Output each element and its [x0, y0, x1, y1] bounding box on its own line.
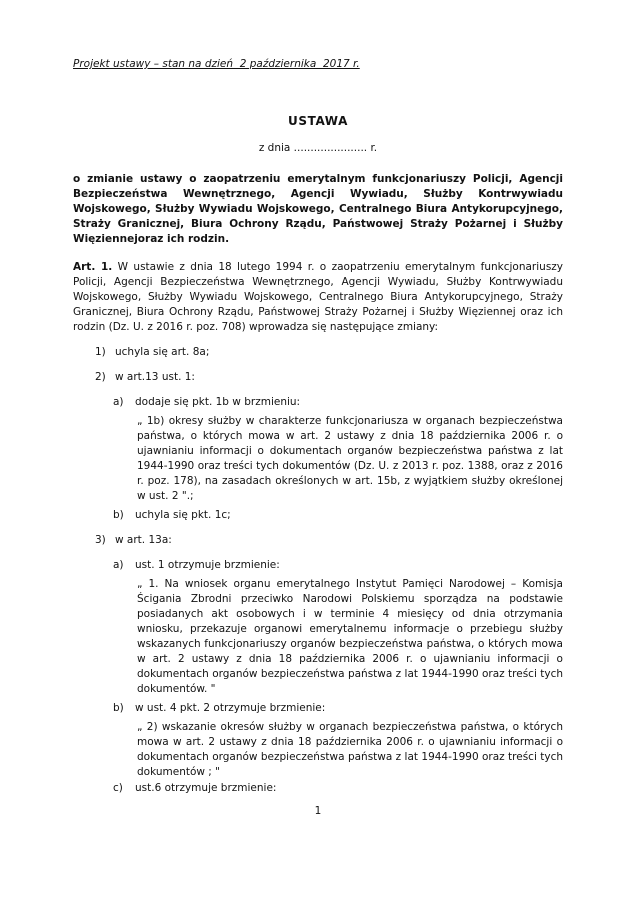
list-marker: b) — [113, 702, 124, 714]
list-item-3 — [73, 533, 563, 548]
list-item-2b — [73, 508, 563, 523]
list-item-1 — [73, 345, 563, 360]
list-marker: a) — [113, 396, 124, 408]
list-item-2a — [73, 395, 563, 410]
list-item-3c — [73, 781, 563, 796]
page-number: 1 — [314, 805, 322, 817]
list-text: w art.13 ust. 1: — [115, 371, 195, 383]
list-marker: a) — [113, 559, 124, 571]
list-text: ust.6 otrzymuje brzmienie: — [135, 782, 277, 794]
list-item-3a — [73, 558, 563, 573]
article-1-label: Art. 1. — [73, 261, 113, 273]
list-marker: 2) — [95, 371, 106, 383]
quoted-provision-1b: „ 1b) okresy służby w charakterze funkcjonariusza w organach bezpieczeństwa państwa, o których mowa w art. 2 ustawy z dnia 18 października 2006 r. o ujawnianiu informacji o dokumentach organów bezpieczeństwa państwa z lat 1944-1990 oraz treści tych dokumentów (Dz. U. z 2013 r. poz. 1388, oraz z 2016 r. poz. 178), na zasadach określonych w art. 15b, z wyjątkiem służby określonej w ust. 2 ".; — [137, 415, 563, 502]
list-text: uchyla się art. 8a; — [115, 346, 210, 358]
document-title: USTAWA — [288, 114, 348, 128]
list-text: ust. 1 otrzymuje brzmienie: — [135, 559, 280, 571]
list-marker: 3) — [95, 534, 106, 546]
draft-status-note: Projekt ustawy – stan na dzień 2 października 2017 r. — [73, 58, 360, 70]
quoted-provision-ust1: „ 1. Na wniosek organu emerytalnego Instytut Pamięci Narodowej – Komisja Ścigania Zbrodni przeciwko Narodowi Polskiemu sporządza na podstawie posiadanych akt osobowych i w terminie 4 miesięcy od dnia otrzymania wniosku, przekazuje organowi emerytalnemu informacje o przebiegu służby wskazanych funkcjonariuszy organów bezpieczeństwa państwa, o których mowa w art. 2 ustawy z dnia 18 października 2006 r. o ujawnianiu informacji o dokumentach organów bezpieczeństwa państwa z lat 1944-1990 oraz treści tych dokumentów. " — [137, 578, 563, 695]
list-text: dodaje się pkt. 1b w brzmieniu: — [135, 396, 301, 408]
date-placeholder-line: z dnia ...................... r. — [258, 142, 378, 154]
list-item-3b — [73, 701, 563, 716]
quoted-provision-pkt2: „ 2) wskazanie okresów służby w organach bezpieczeństwa państwa, o których mowa w art. 2 ustawy z dnia 18 października 2006 r. o ujawnianiu informacji o dokumentach organów bezpieczeństwa państwa z lat 1944-1990 oraz treści tych dokumentów ; " — [137, 721, 563, 778]
list-text: w art. 13a: — [115, 534, 172, 546]
document-content — [73, 57, 563, 796]
list-item-2 — [73, 370, 563, 385]
article-1-paragraph — [73, 260, 563, 335]
law-subject-paragraph: o zmianie ustawy o zaopatrzeniu emerytalnym funkcjonariuszy Policji, Agencji Bezpieczeństwa Wewnętrznego, Agencji Wywiadu, Służby Kontrwywiadu Wojskowego, Służby Wywiadu Wojskowego, Centralnego Biura Antykorupcyjnego, Straży Granicznej, Biura Ochrony Rządu, Państwowej Straży Pożarnej i Służby Więziennejoraz ich rodzin. — [73, 173, 563, 245]
list-text: w ust. 4 pkt. 2 otrzymuje brzmienie: — [135, 702, 326, 714]
list-marker: b) — [113, 509, 124, 521]
article-1-text: W ustawie z dnia 18 lutego 1994 r. o zaopatrzeniu emerytalnym funkcjonariuszy Policji, Agencji Bezpieczeństwa Wewnętrznego, Agencji Wywiadu, Służby Kontrwywiadu Wojskowego, Służby Wywiadu Wojskowego, Centralnego Biura Antykorupcyjnego, Straży Granicznej, Biura Ochrony Rządu, Państwowej Straży Pożarnej i Służby Więziennej oraz ich rodzin (Dz. U. z 2016 r. poz. 708) wprowadza się następujące zmiany: — [73, 261, 564, 333]
list-text: uchyla się pkt. 1c; — [135, 509, 231, 521]
list-marker: 1) — [95, 346, 106, 358]
list-marker: c) — [113, 782, 123, 794]
